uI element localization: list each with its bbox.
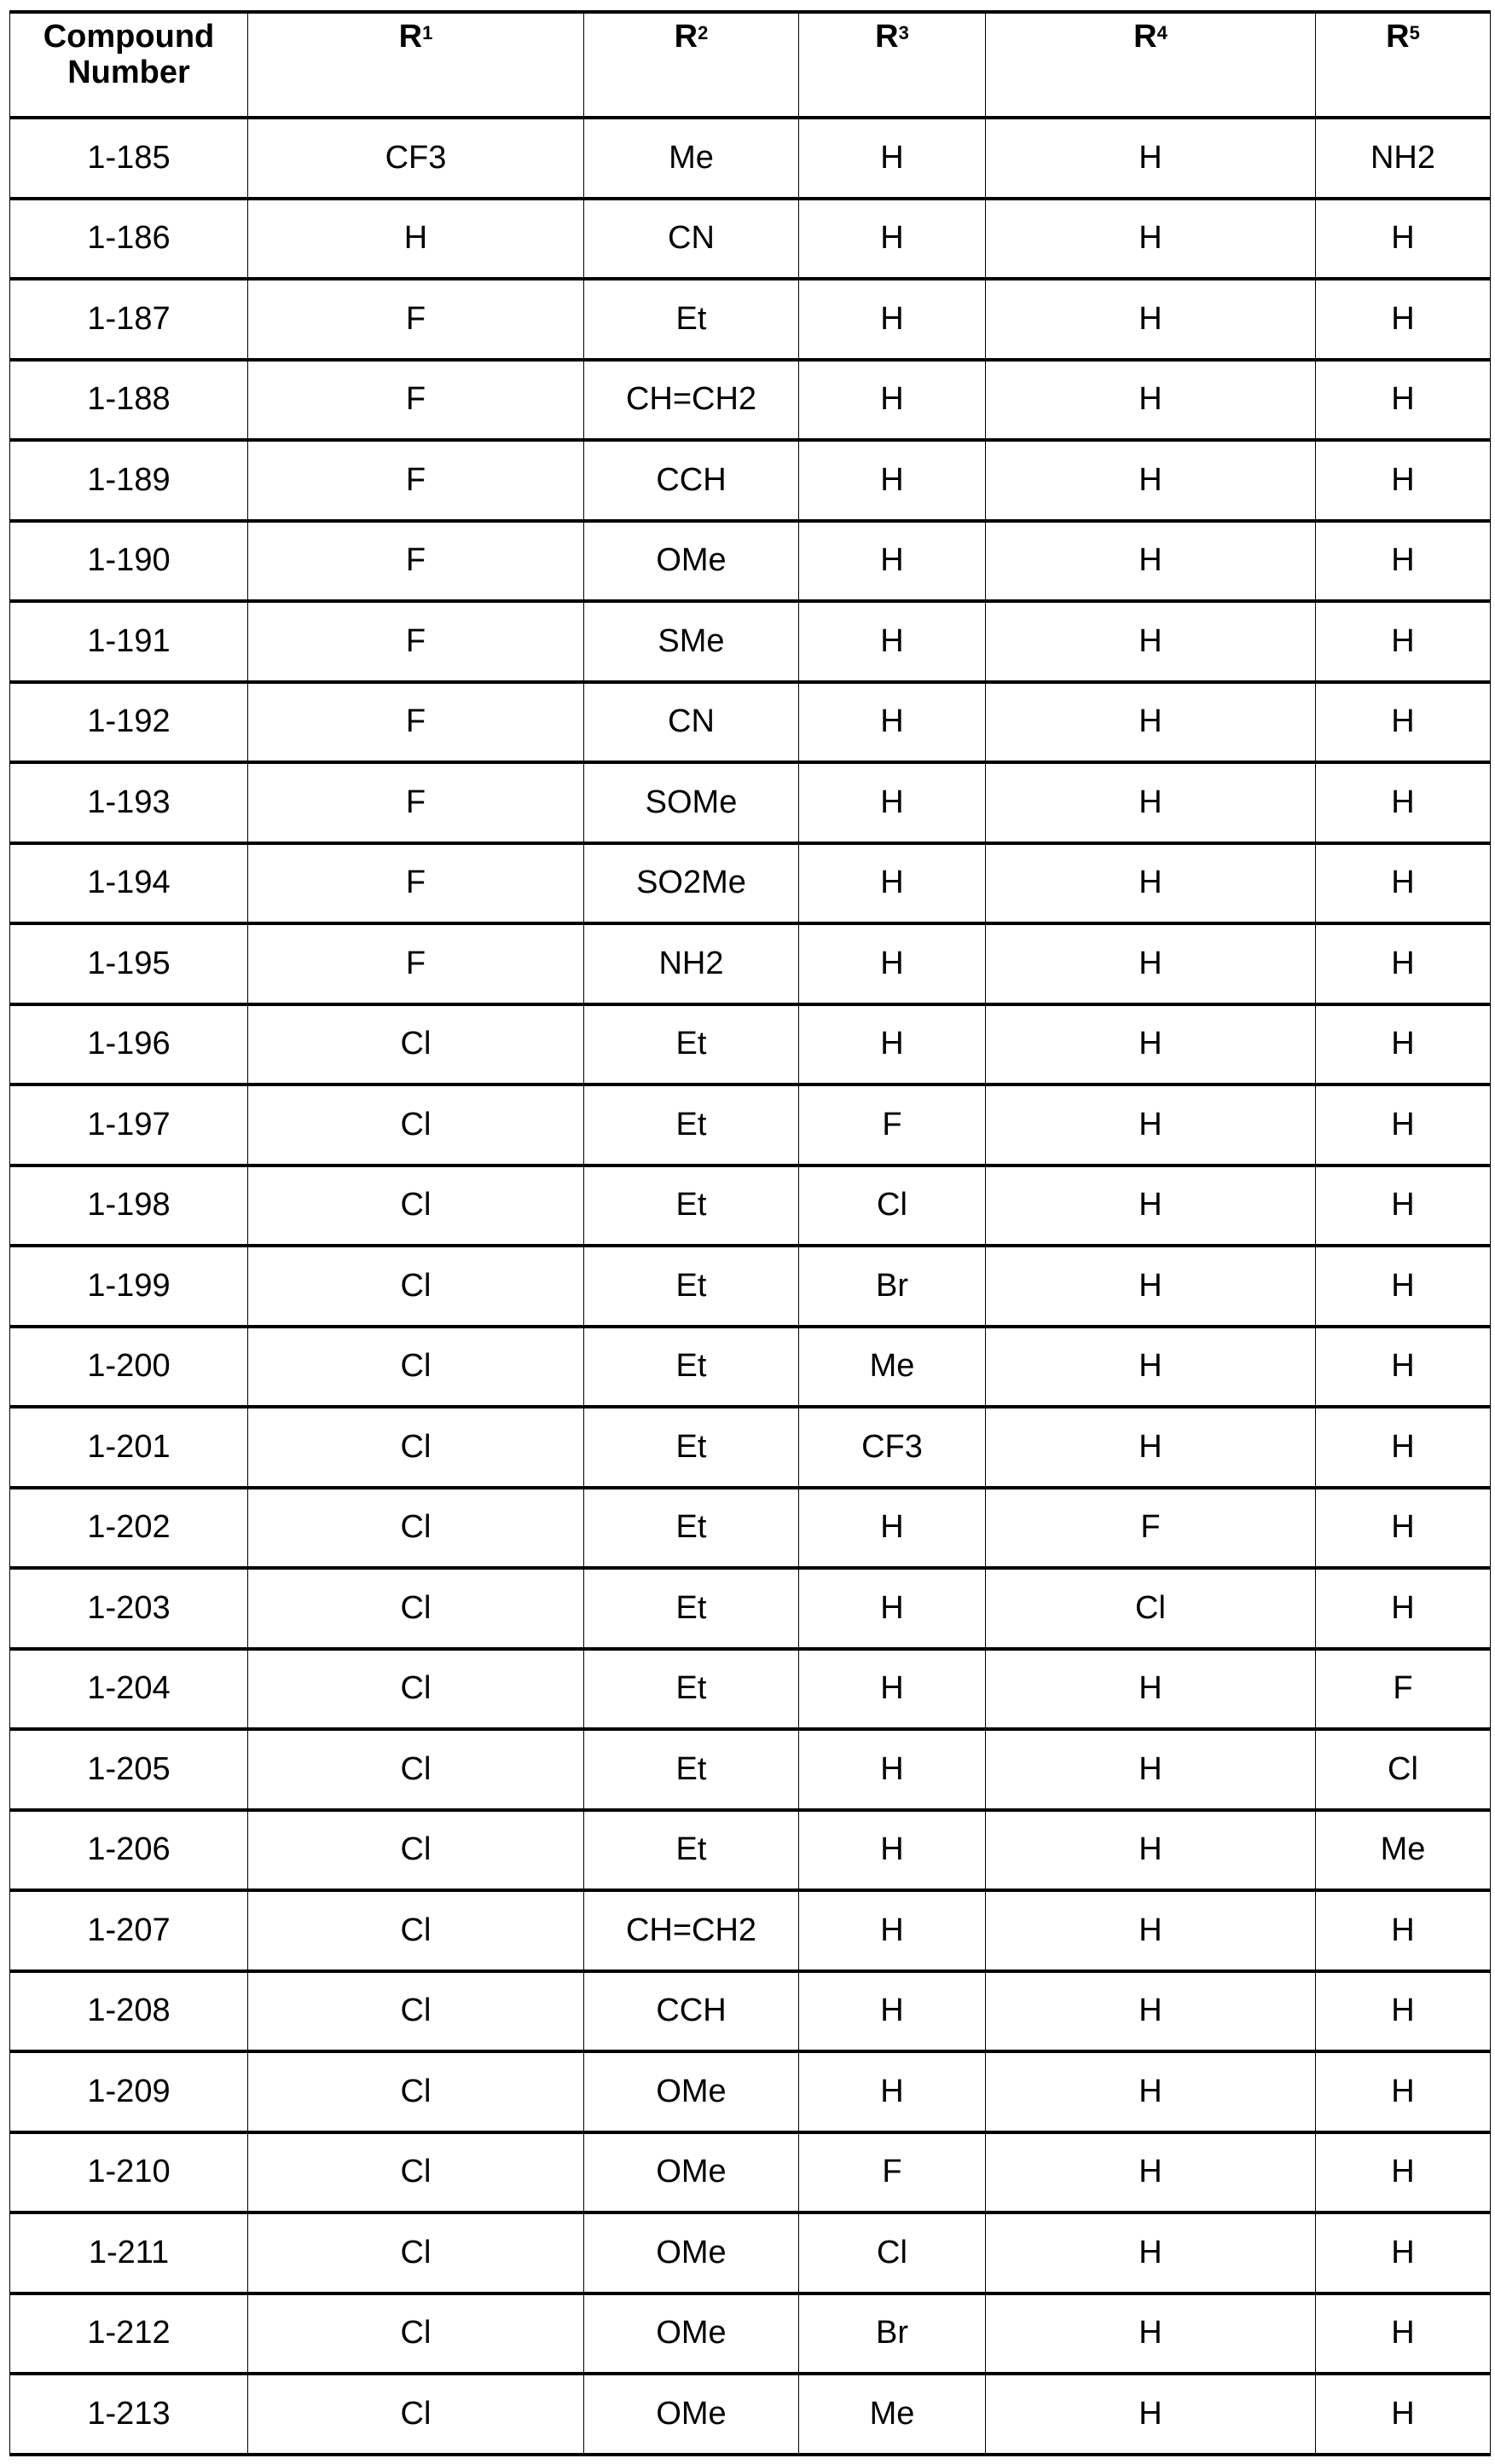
r5-cell: Cl (1316, 1729, 1491, 1810)
r3-cell: Cl (799, 1165, 986, 1246)
table-row (10, 682, 1491, 763)
header-compound-number: Compound Number (10, 12, 248, 118)
compound-number-cell: 1-186 (10, 199, 248, 280)
r2-cell: OMe (584, 2293, 799, 2374)
table-row (10, 2293, 1491, 2374)
table-row (10, 1327, 1491, 1408)
r4-cell: H (986, 1407, 1316, 1488)
table-row (10, 1810, 1491, 1891)
r5-cell: H (1316, 1407, 1491, 1488)
r3-cell: H (799, 1488, 986, 1569)
r5-cell: H (1316, 1246, 1491, 1327)
header-r2: R2 (584, 12, 799, 118)
r4-cell: H (986, 762, 1316, 843)
table-row (10, 843, 1491, 924)
r5-cell: H (1316, 2051, 1491, 2132)
compound-number-cell: 1-208 (10, 1971, 248, 2052)
r5-cell: Me (1316, 1810, 1491, 1891)
r5-cell: H (1316, 440, 1491, 521)
r2-cell: Et (584, 1810, 799, 1891)
r2-cell: OMe (584, 2051, 799, 2132)
r2-cell: Et (584, 279, 799, 360)
r2-cell: SO2Me (584, 843, 799, 924)
compound-number-cell: 1-204 (10, 1649, 248, 1730)
r5-cell: H (1316, 2132, 1491, 2213)
r4-cell: H (986, 1004, 1316, 1085)
table-row (10, 1890, 1491, 1971)
r3-cell: H (799, 1971, 986, 2052)
r1-cell: F (248, 682, 584, 763)
r1-cell: H (248, 199, 584, 280)
r3-cell: H (799, 118, 986, 199)
r5-cell: NH2 (1316, 118, 1491, 199)
table-row (10, 1407, 1491, 1488)
r5-cell: H (1316, 1890, 1491, 1971)
r1-cell: Cl (248, 1810, 584, 1891)
table-row (10, 2212, 1491, 2293)
r1-cell: Cl (248, 2051, 584, 2132)
r1-cell: Cl (248, 1085, 584, 1165)
table-row (10, 199, 1491, 280)
r1-cell: F (248, 762, 584, 843)
r1-cell: Cl (248, 1488, 584, 1569)
compound-number-cell: 1-192 (10, 682, 248, 763)
r3-cell: Br (799, 1246, 986, 1327)
r4-cell: H (986, 923, 1316, 1004)
table-row (10, 279, 1491, 360)
r1-cell: Cl (248, 1165, 584, 1246)
table-row (10, 923, 1491, 1004)
r2-cell: CN (584, 682, 799, 763)
r4-cell: H (986, 1246, 1316, 1327)
r2-cell: CH=CH2 (584, 1890, 799, 1971)
r5-cell: H (1316, 521, 1491, 602)
r5-cell: H (1316, 1568, 1491, 1649)
r5-cell: F (1316, 1649, 1491, 1730)
r1-cell: Cl (248, 2374, 584, 2455)
table-row (10, 1004, 1491, 1085)
compound-number-cell: 1-203 (10, 1568, 248, 1649)
r4-cell: H (986, 1729, 1316, 1810)
r4-cell: H (986, 118, 1316, 199)
r2-cell: Et (584, 1004, 799, 1085)
r5-cell: H (1316, 1488, 1491, 1569)
r5-cell: H (1316, 762, 1491, 843)
r1-cell: F (248, 360, 584, 441)
header-r5: R5 (1316, 12, 1491, 118)
compound-number-cell: 1-212 (10, 2293, 248, 2374)
r4-cell: H (986, 1085, 1316, 1165)
table-row (10, 1649, 1491, 1730)
r2-cell: OMe (584, 2374, 799, 2455)
r1-cell: F (248, 843, 584, 924)
compound-number-cell: 1-190 (10, 521, 248, 602)
compound-number-cell: 1-202 (10, 1488, 248, 1569)
compound-number-cell: 1-195 (10, 923, 248, 1004)
header-r4: R4 (986, 12, 1316, 118)
r2-cell: Et (584, 1165, 799, 1246)
r3-cell: H (799, 521, 986, 602)
compound-number-cell: 1-199 (10, 1246, 248, 1327)
r4-cell: H (986, 279, 1316, 360)
r4-cell: H (986, 1810, 1316, 1891)
r4-cell: H (986, 2051, 1316, 2132)
r4-cell: H (986, 682, 1316, 763)
r1-cell: Cl (248, 2132, 584, 2213)
r5-cell: H (1316, 843, 1491, 924)
compound-number-cell: 1-207 (10, 1890, 248, 1971)
r2-cell: Et (584, 1488, 799, 1569)
r5-cell: H (1316, 2293, 1491, 2374)
r2-cell: SMe (584, 601, 799, 682)
r3-cell: Cl (799, 2212, 986, 2293)
r3-cell: CF3 (799, 1407, 986, 1488)
r3-cell: F (799, 2132, 986, 2213)
table-row (10, 1165, 1491, 1246)
r5-cell: H (1316, 2212, 1491, 2293)
r3-cell: Br (799, 2293, 986, 2374)
r3-cell: H (799, 279, 986, 360)
r4-cell: H (986, 1327, 1316, 1408)
r3-cell: F (799, 1085, 986, 1165)
compound-number-cell: 1-198 (10, 1165, 248, 1246)
r5-cell: H (1316, 199, 1491, 280)
compound-number-cell: 1-201 (10, 1407, 248, 1488)
compound-number-cell: 1-200 (10, 1327, 248, 1408)
r2-cell: OMe (584, 2132, 799, 2213)
compound-number-cell: 1-211 (10, 2212, 248, 2293)
compound-number-cell: 1-206 (10, 1810, 248, 1891)
r2-cell: Et (584, 1729, 799, 1810)
r1-cell: Cl (248, 1004, 584, 1085)
r4-cell: H (986, 1890, 1316, 1971)
compound-number-cell: 1-213 (10, 2374, 248, 2455)
r3-cell: H (799, 601, 986, 682)
table-row (10, 1488, 1491, 1569)
compound-number-cell: 1-209 (10, 2051, 248, 2132)
r4-cell: H (986, 601, 1316, 682)
r2-cell: OMe (584, 2212, 799, 2293)
table-row (10, 360, 1491, 441)
header-r1: R1 (248, 12, 584, 118)
r2-cell: Et (584, 1649, 799, 1730)
r3-cell: H (799, 682, 986, 763)
r5-cell: H (1316, 2374, 1491, 2455)
r5-cell: H (1316, 1165, 1491, 1246)
r1-cell: F (248, 440, 584, 521)
header-r3: R3 (799, 12, 986, 118)
r1-cell: Cl (248, 2293, 584, 2374)
r2-cell: Me (584, 118, 799, 199)
r1-cell: F (248, 521, 584, 602)
compound-number-cell: 1-205 (10, 1729, 248, 1810)
compound-number-cell: 1-185 (10, 118, 248, 199)
r4-cell: H (986, 1165, 1316, 1246)
r5-cell: H (1316, 360, 1491, 441)
r1-cell: Cl (248, 1729, 584, 1810)
compound-number-cell: 1-191 (10, 601, 248, 682)
compound-number-cell: 1-194 (10, 843, 248, 924)
r2-cell: SOMe (584, 762, 799, 843)
r1-cell: Cl (248, 1407, 584, 1488)
table-row (10, 118, 1491, 199)
r4-cell: H (986, 521, 1316, 602)
r4-cell: H (986, 1649, 1316, 1730)
r4-cell: H (986, 2212, 1316, 2293)
r1-cell: Cl (248, 1246, 584, 1327)
r4-cell: Cl (986, 1568, 1316, 1649)
r3-cell: Me (799, 1327, 986, 1408)
compound-number-cell: 1-210 (10, 2132, 248, 2213)
table-row (10, 2374, 1491, 2455)
r1-cell: Cl (248, 1327, 584, 1408)
r1-cell: CF3 (248, 118, 584, 199)
r2-cell: Et (584, 1085, 799, 1165)
r2-cell: Et (584, 1407, 799, 1488)
r2-cell: NH2 (584, 923, 799, 1004)
compound-number-cell: 1-189 (10, 440, 248, 521)
r3-cell: H (799, 923, 986, 1004)
table-row (10, 2132, 1491, 2213)
compound-number-cell: 1-196 (10, 1004, 248, 1085)
r1-cell: Cl (248, 1568, 584, 1649)
r3-cell: H (799, 1004, 986, 1085)
r5-cell: H (1316, 601, 1491, 682)
r4-cell: H (986, 360, 1316, 441)
r4-cell: H (986, 2374, 1316, 2455)
r2-cell: CCH (584, 1971, 799, 2052)
r3-cell: H (799, 1729, 986, 1810)
table-row (10, 1085, 1491, 1165)
r1-cell: F (248, 601, 584, 682)
r5-cell: H (1316, 279, 1491, 360)
r3-cell: H (799, 199, 986, 280)
r4-cell: F (986, 1488, 1316, 1569)
r5-cell: H (1316, 1327, 1491, 1408)
r1-cell: F (248, 279, 584, 360)
r3-cell: H (799, 1568, 986, 1649)
r5-cell: H (1316, 1085, 1491, 1165)
header-row (10, 12, 1491, 118)
table-row (10, 440, 1491, 521)
compound-number-cell: 1-193 (10, 762, 248, 843)
table-row (10, 762, 1491, 843)
r2-cell: Et (584, 1568, 799, 1649)
r1-cell: F (248, 923, 584, 1004)
r2-cell: CN (584, 199, 799, 280)
table-row (10, 601, 1491, 682)
r1-cell: Cl (248, 2212, 584, 2293)
r5-cell: H (1316, 682, 1491, 763)
r3-cell: H (799, 440, 986, 521)
compound-table (9, 10, 1491, 2456)
r3-cell: H (799, 1649, 986, 1730)
table-row (10, 2051, 1491, 2132)
r3-cell: H (799, 762, 986, 843)
table-row (10, 521, 1491, 602)
r4-cell: H (986, 1971, 1316, 2052)
r3-cell: H (799, 1810, 986, 1891)
r4-cell: H (986, 199, 1316, 280)
r3-cell: H (799, 2051, 986, 2132)
r1-cell: Cl (248, 1890, 584, 1971)
table-row (10, 1246, 1491, 1327)
r3-cell: Me (799, 2374, 986, 2455)
r4-cell: H (986, 843, 1316, 924)
r4-cell: H (986, 2293, 1316, 2374)
table-row (10, 1568, 1491, 1649)
table-row (10, 1729, 1491, 1810)
r1-cell: Cl (248, 1971, 584, 2052)
r4-cell: H (986, 2132, 1316, 2213)
r1-cell: Cl (248, 1649, 584, 1730)
r5-cell: H (1316, 923, 1491, 1004)
r2-cell: OMe (584, 521, 799, 602)
table-row (10, 1971, 1491, 2052)
r5-cell: H (1316, 1971, 1491, 2052)
r3-cell: H (799, 1890, 986, 1971)
r5-cell: H (1316, 1004, 1491, 1085)
r2-cell: CH=CH2 (584, 360, 799, 441)
r3-cell: H (799, 360, 986, 441)
r2-cell: Et (584, 1246, 799, 1327)
r2-cell: CCH (584, 440, 799, 521)
compound-number-cell: 1-188 (10, 360, 248, 441)
r2-cell: Et (584, 1327, 799, 1408)
r3-cell: H (799, 843, 986, 924)
compound-number-cell: 1-197 (10, 1085, 248, 1165)
compound-number-cell: 1-187 (10, 279, 248, 360)
r4-cell: H (986, 440, 1316, 521)
